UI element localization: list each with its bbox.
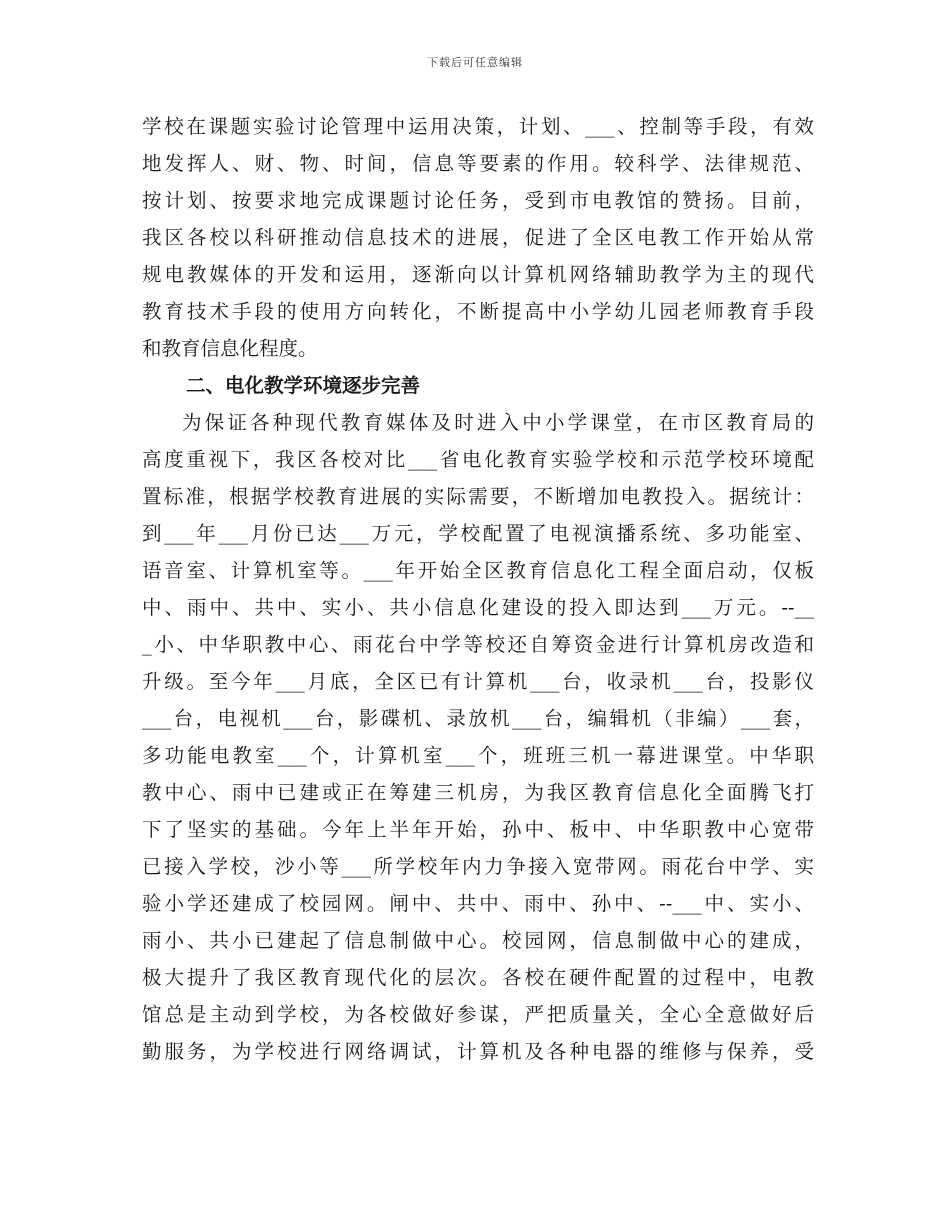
text-line: 雨小、共小已建起了信息制做中心。校园网，信息制做中心的建成， xyxy=(142,929,814,952)
text-line: 多功能电教室___个，计算机室___个，班班三机一幕进课堂。中华职 xyxy=(142,744,814,767)
text-line: 为保证各种现代教育媒体及时进入中小学课堂，在市区教育局的 xyxy=(182,411,814,434)
text-line: 极大提升了我区教育现代化的层次。各校在硬件配置的过程中，电教 xyxy=(142,966,814,989)
text-line: 语音室、计算机室等。___年开始全区教育信息化工程全面启动，仅板 xyxy=(142,559,814,582)
text-line: 地发挥人、财、物、时间，信息等要素的作用。较科学、法律规范、 xyxy=(142,152,814,175)
text-line: 学校在课题实验讨论管理中运用决策，计划、___、控制等手段，有效 xyxy=(142,115,814,138)
text-line: 高度重视下，我区各校对比___省电化教育实验学校和示范学校环境配 xyxy=(142,448,814,471)
section-heading: 二、电化教学环境逐步完善 xyxy=(186,374,421,397)
text-line: 规电教媒体的开发和运用，逐渐向以计算机网络辅助教学为主的现代 xyxy=(142,263,814,286)
text-line: 和教育信息化程度。 xyxy=(142,337,318,360)
text-line: _小、中华职教中心、雨花台中学等校还自筹资金进行计算机房改造和 xyxy=(142,633,814,656)
text-line: 置标准，根据学校教育进展的实际需要，不断增加电教投入。据统计： xyxy=(142,485,814,508)
text-line: 已接入学校，沙小等___所学校年内力争接入宽带网。雨花台中学、实 xyxy=(142,855,814,878)
text-line: 按计划、按要求地完成课题讨论任务，受到市电教馆的赞扬。目前， xyxy=(142,189,814,212)
text-line: 馆总是主动到学校，为各校做好参谋，严把质量关，全心全意做好后 xyxy=(142,1003,814,1026)
text-line: 教育技术手段的使用方向转化，不断提高中小学幼儿园老师教育手段 xyxy=(142,300,814,323)
page-header: 下载后可任意编辑 xyxy=(427,56,523,69)
text-line: 升级。至今年___月底，全区已有计算机___台，收录机___台，投影仪 xyxy=(142,670,814,693)
text-line: 勤服务，为学校进行网络调试，计算机及各种电器的维修与保养，受 xyxy=(142,1040,814,1063)
document-body xyxy=(142,108,814,1070)
text-line: 到___年___月份已达___万元，学校配置了电视演播系统、多功能室、 xyxy=(142,522,814,545)
text-line: 下了坚实的基础。今年上半年开始，孙中、板中、中华职教中心宽带 xyxy=(142,818,814,841)
text-line: 我区各校以科研推动信息技术的进展，促进了全区电教工作开始从常 xyxy=(142,226,814,249)
paragraph-1 xyxy=(142,108,814,367)
text-line: 验小学还建成了校园网。闸中、共中、雨中、孙中、--___中、实小、 xyxy=(142,892,814,915)
text-line: ___台，电视机___台，影碟机、录放机___台，编辑机（非编）___套， xyxy=(142,707,814,730)
paragraph-2 xyxy=(142,404,814,1070)
text-line: 中、雨中、共中、实小、共小信息化建设的投入即达到___万元。--__ xyxy=(142,596,814,619)
text-line: 教中心、雨中已建或正在筹建三机房，为我区教育信息化全面腾飞打 xyxy=(142,781,814,804)
